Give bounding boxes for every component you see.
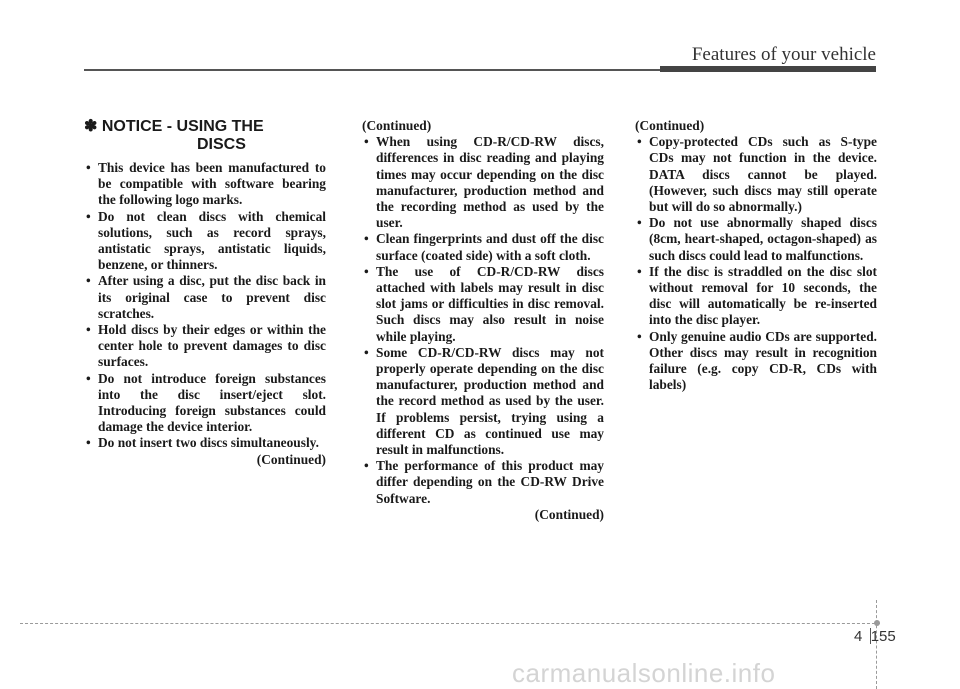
continued-label: (Continued) bbox=[362, 118, 432, 133]
notice-heading bbox=[84, 118, 326, 154]
chapter-number: 4 bbox=[854, 628, 863, 645]
list-item: • The use of CD-R/CD-RW discs attached with labels may result in disc slot jams or difficulties in disc removal. Such discs may also result in noise while playing. bbox=[362, 264, 604, 345]
page-header-title: Features of your vehicle bbox=[691, 44, 876, 65]
column-2 bbox=[362, 118, 604, 523]
continued-label: (Continued) bbox=[635, 118, 705, 133]
page-number bbox=[854, 628, 896, 645]
list-item: • Some CD-R/CD-RW discs may not properly operate depending on the disc manufacturer, production method and the record method as used by the user. If problems persist, trying using a different CD as continued use may result in malfunctions. bbox=[362, 345, 604, 458]
list-item: • If the disc is straddled on the disc slot without removal for 10 seconds, the disc will automatically be re-inserted into the disc player. bbox=[635, 264, 877, 329]
list-item: • When using CD-R/CD-RW discs, differences in disc reading and playing times may occur depending on the disc manufacturer, production method and the recording method as used by the user. bbox=[362, 134, 604, 231]
column-3 bbox=[635, 118, 877, 393]
list-item: • Do not use abnormally shaped discs (8cm, heart-shaped, octagon-shaped) as such discs could lead to malfunctions. bbox=[635, 215, 877, 264]
continued-label: (Continued) bbox=[534, 506, 604, 522]
list-item: • Copy-protected CDs such as S-type CDs may not function in the device. DATA discs cannot be played. (However, such discs may still operate but will do so abnormally.) bbox=[635, 134, 877, 215]
list-item: • Do not clean discs with chemical solutions, such as record sprays, antistatic sprays, antistatic liquids, benzene, or thinners. bbox=[84, 209, 326, 274]
page-number-separator bbox=[870, 628, 871, 644]
footer-marker bbox=[874, 620, 880, 626]
list-item: • Clean fingerprints and dust off the disc surface (coated side) with a soft cloth. bbox=[362, 231, 604, 263]
list-item: • This device has been manufactured to be compatible with software bearing the following logo marks. bbox=[84, 160, 326, 209]
list-item: • The performance of this product may differ depending on the CD-RW Drive Software. bbox=[362, 458, 604, 507]
watermark-text: carmanualsonline.info bbox=[512, 658, 776, 688]
footer-rule bbox=[20, 623, 880, 625]
header-accent-bar bbox=[660, 66, 876, 72]
notice-symbol-icon: ✽ bbox=[84, 118, 98, 135]
list-item: • Do not insert two discs simultaneously. bbox=[84, 435, 326, 451]
continued-label: (Continued) bbox=[256, 451, 326, 467]
notice-title-line1: NOTICE - USING THE bbox=[101, 118, 264, 135]
notice-title-line2: DISCS bbox=[197, 136, 246, 153]
page-number-value: 155 bbox=[870, 628, 896, 645]
list-item: • Do not introduce foreign substances into the disc insert/eject slot. Introducing foreign substances could damage the device interior. bbox=[84, 371, 326, 436]
list-item: • Hold discs by their edges or within the center hole to prevent damages to disc surfaces. bbox=[84, 322, 326, 371]
list-item: • Only genuine audio CDs are supported. Other discs may result in recognition failure (e.g. copy CD-R, CDs with labels) bbox=[635, 329, 877, 394]
column-1 bbox=[84, 118, 326, 468]
list-item: • After using a disc, put the disc back in its original case to prevent disc scratches. bbox=[84, 273, 326, 322]
